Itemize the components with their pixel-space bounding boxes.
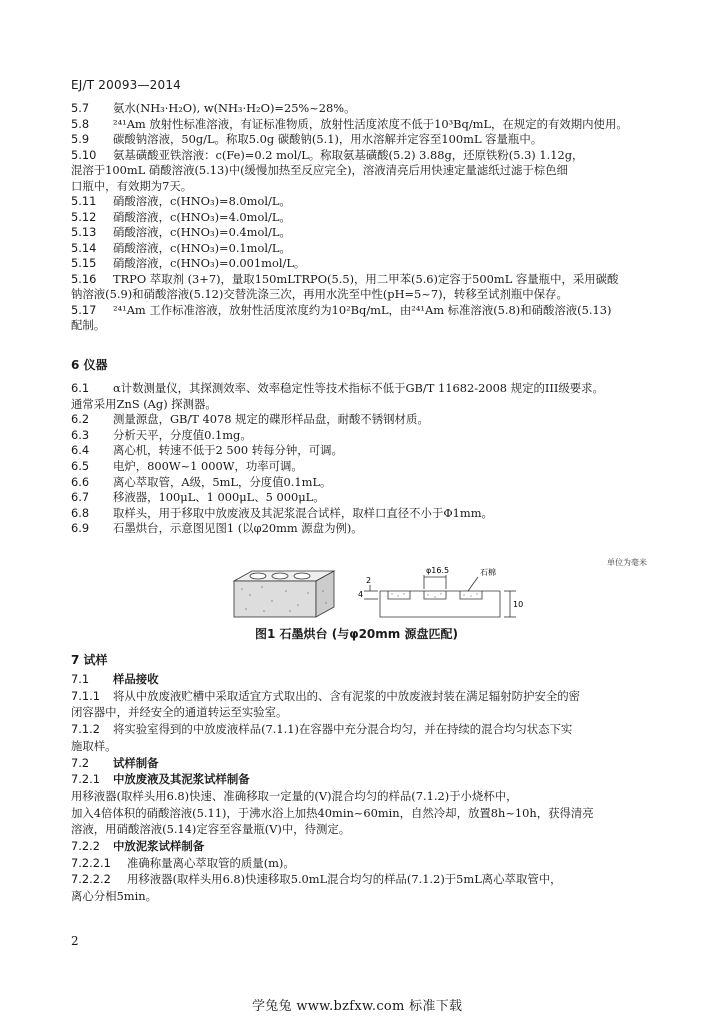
text-line (71, 272, 691, 287)
figure-caption: 图1 石墨烘台 (与φ20mm 源盘匹配) (255, 627, 458, 641)
clause-number: 5.9 (71, 132, 90, 146)
clause-number: 5.14 (71, 240, 97, 255)
clause-text: 样品接收 (113, 672, 159, 686)
text-line (71, 148, 691, 163)
clause-text: 离心萃取管，A级，5mL，分度值0.1mL。 (113, 474, 332, 489)
clause-number: 5.13 (71, 225, 97, 239)
document-code-header: EJ/T 20093—2014 (71, 78, 182, 92)
clause-text: 取样头，用于移取中放废液及其泥浆混合试样，取样口直径不小于Φ1mm。 (113, 505, 493, 520)
clause-text: 移液器，100μL、1 000μL、5 000μL。 (113, 490, 325, 505)
clause-text: 钠溶液(5.9)和硝酸溶液(5.12)交替洗涤三次，再用水洗至中性(pH=5~7)，转移至试剂瓶中保存。 (71, 287, 568, 301)
clause-text: 试样制备 (113, 755, 159, 770)
clause-number: 7.2.2 (71, 839, 100, 853)
clause-text: 离心分相5min。 (71, 889, 157, 904)
clause-number: 7.1 (71, 672, 90, 686)
text-line (71, 689, 691, 704)
text-line (71, 210, 691, 225)
text-line (71, 475, 691, 490)
text-line (71, 256, 691, 271)
text-line (71, 459, 691, 474)
clause-text: 氨基磺酸亚铁溶液：c(Fe)=0.2 mol/L。称取氨基磺酸(5.2) 3.88g，还原铁粉(5.3) 1.12g， (113, 147, 584, 162)
clause-text: ²⁴¹Am 工作标准溶液，放射性活度浓度约为10²Bq/mL，由²⁴¹Am 标准溶液(5.8)和硝酸溶液(5.13) (113, 302, 612, 317)
asbestos-dots (391, 593, 477, 597)
site-footer-watermark: 学兔兔 www.bzfxw.com 标准下载 (252, 999, 463, 1014)
text-line (71, 241, 691, 256)
section-heading-7: 7 试样 (71, 653, 108, 667)
clause-text: 离心机，转速不低于2 500 转每分钟，可调。 (113, 443, 343, 458)
clause-text: 电炉，800W~1 000W，功率可调。 (113, 459, 303, 473)
figure-label-2: 2 (366, 576, 372, 585)
clause-number: 7.2.1 (71, 772, 100, 787)
clause-number: 5.7 (71, 101, 90, 115)
text-line (71, 163, 691, 178)
text-line (71, 756, 691, 771)
clause-text: 口瓶中，有效期为7天。 (71, 178, 193, 193)
text-line (71, 179, 691, 194)
clause-number: 5.8 (71, 116, 90, 131)
text-line (71, 521, 691, 536)
clause-number: 6.7 (71, 490, 90, 505)
text-line (71, 856, 691, 871)
clause-text: 氨水(NH₃·H₂O), w(NH₃·H₂O)=25%~28%。 (113, 101, 356, 115)
clause-text: TRPO 萃取剂 (3+7)，量取150mLTRPO(5.5)，用二甲苯(5.6)定容于500mL 容量瓶中，采用碳酸 (113, 271, 619, 286)
clause-number: 7.1.1 (71, 688, 100, 703)
clause-text: 加入4倍体积的硝酸溶液(5.11)，于沸水浴上加热40min~60min，自然冷却，放置8h~10h，获得清亮 (71, 805, 594, 820)
clause-text: 施取样。 (71, 738, 117, 753)
figure-label-4: 4 (358, 590, 364, 599)
clause-text: 闭容器中，并经安全的通道转运至实验室。 (71, 705, 288, 720)
clause-text: 中放废液及其泥浆试样制备 (113, 772, 250, 787)
clause-number: 5.10 (71, 147, 97, 162)
figure-label-dim: φ16.5 (426, 566, 450, 575)
text-line (71, 412, 691, 427)
text-line (71, 287, 691, 302)
text-line (71, 889, 691, 904)
clause-number: 6.2 (71, 412, 90, 427)
text-line (71, 705, 691, 720)
text-line (71, 194, 691, 209)
clause-text: 测量源盘，GB/T 4078 规定的碟形样品盘，耐酸不锈钢材质。 (113, 412, 429, 427)
text-line (71, 772, 691, 787)
clause-text: 将实验室得到的中放废液样品(7.1.1)在容器中充分混合均匀，并在持续的混合均匀状态下实 (113, 722, 573, 737)
figure-unit-note: 单位为毫米 (607, 558, 647, 567)
clause-text: 石墨烘台，示意图见图1 (以φ20mm 源盘为例)。 (113, 521, 363, 536)
clause-text: 配制。 (71, 318, 106, 332)
text-line (71, 672, 691, 687)
clause-text: 硝酸溶液，c(HNO₃)=4.0mol/L。 (113, 209, 291, 224)
clause-number: 6.8 (71, 505, 90, 520)
clause-number: 6.4 (71, 443, 90, 458)
clause-text: 准确称量离心萃取管的质量(m)。 (127, 855, 295, 870)
text-line (71, 381, 691, 396)
clause-number: 7.2.2.1 (71, 855, 111, 870)
text-line (71, 428, 691, 443)
text-line (71, 318, 691, 333)
clause-number: 7.2.2.2 (71, 872, 111, 887)
clause-number: 6.6 (71, 474, 90, 489)
clause-number: 6.9 (71, 521, 90, 536)
clause-number: 6.5 (71, 459, 90, 473)
graphite-cross-section (364, 575, 516, 617)
clause-text: 用移液器(取样头用6.8)快速移取5.0mL混合均匀的样品(7.1.2)于5mL离心萃取管中， (127, 872, 562, 887)
clause-text: 将从中放废液贮槽中采取适宜方式取出的、含有泥浆的中放废液封装在满足辐射防护安全的密 (113, 688, 581, 703)
clause-number: 5.12 (71, 209, 97, 224)
text-line (71, 225, 691, 240)
text-line (71, 132, 691, 147)
clause-text: 溶液，用硝酸溶液(5.14)定容至容量瓶(V)中，待测定。 (71, 822, 351, 837)
clause-number: 5.15 (71, 256, 97, 270)
text-line (71, 117, 691, 132)
graphite-block-iso (234, 571, 334, 617)
clause-number: 5.17 (71, 302, 97, 317)
clause-number: 7.2 (71, 755, 90, 770)
clause-number: 7.1.2 (71, 722, 100, 737)
text-line (71, 397, 691, 412)
clause-number: 5.16 (71, 271, 97, 286)
clause-text: 混溶于100mL 硝酸溶液(5.13)中(缓慢加热至反应完全)，溶液清亮后用快速定量滤纸过滤于棕色细 (71, 163, 568, 177)
clause-number: 6.1 (71, 381, 90, 395)
text-line (71, 839, 691, 854)
figure-label-10: 10 (513, 600, 524, 609)
clause-text: 通常采用ZnS (Ag) 探测器。 (71, 396, 217, 411)
clause-number: 6.3 (71, 427, 90, 442)
clause-text: 硝酸溶液，c(HNO₃)=0.1mol/L。 (113, 240, 291, 255)
text-line (71, 722, 691, 737)
clause-text: 用移液器(取样头用6.8)快速、准确移取一定量的(V)混合均匀的样品(7.1.2)于小烧杯中， (71, 788, 518, 803)
text-line (71, 490, 691, 505)
clause-number: 5.11 (71, 194, 97, 208)
text-line (71, 789, 691, 804)
text-line (71, 443, 691, 458)
text-line (71, 806, 691, 821)
text-line (71, 506, 691, 521)
text-line (71, 872, 691, 887)
text-line (71, 303, 691, 318)
clause-text: 硝酸溶液，c(HNO₃)=8.0mol/L。 (113, 194, 291, 208)
clause-text: 硝酸溶液，c(HNO₃)=0.001mol/L。 (113, 256, 306, 270)
text-line (71, 822, 691, 837)
figure-label-asbestos: 石棉 (480, 568, 496, 577)
clause-text: 分析天平，分度值0.1mg。 (113, 427, 252, 442)
text-line (71, 739, 691, 754)
clause-text: α计数测量仪，其探测效率、效率稳定性等技术指标不低于GB/T 11682-2008 规定的III级要求。 (113, 381, 604, 395)
page-number: 2 (71, 934, 79, 948)
text-line (71, 101, 691, 116)
clause-text: ²⁴¹Am 放射性标准溶液，有证标准物质，放射性活度浓度不低于10³Bq/mL，在规定的有效期内使用。 (113, 116, 628, 131)
clause-text: 中放泥浆试样制备 (113, 839, 205, 853)
graphite-stage-figure (228, 565, 528, 623)
section-heading-6: 6 仪器 (71, 358, 108, 372)
clause-text: 硝酸溶液，c(HNO₃)=0.4mol/L。 (113, 225, 291, 239)
clause-text: 碳酸钠溶液，50g/L。称取5.0g 碳酸钠(5.1)，用水溶解并定容至100mL 容量瓶中。 (113, 132, 543, 146)
